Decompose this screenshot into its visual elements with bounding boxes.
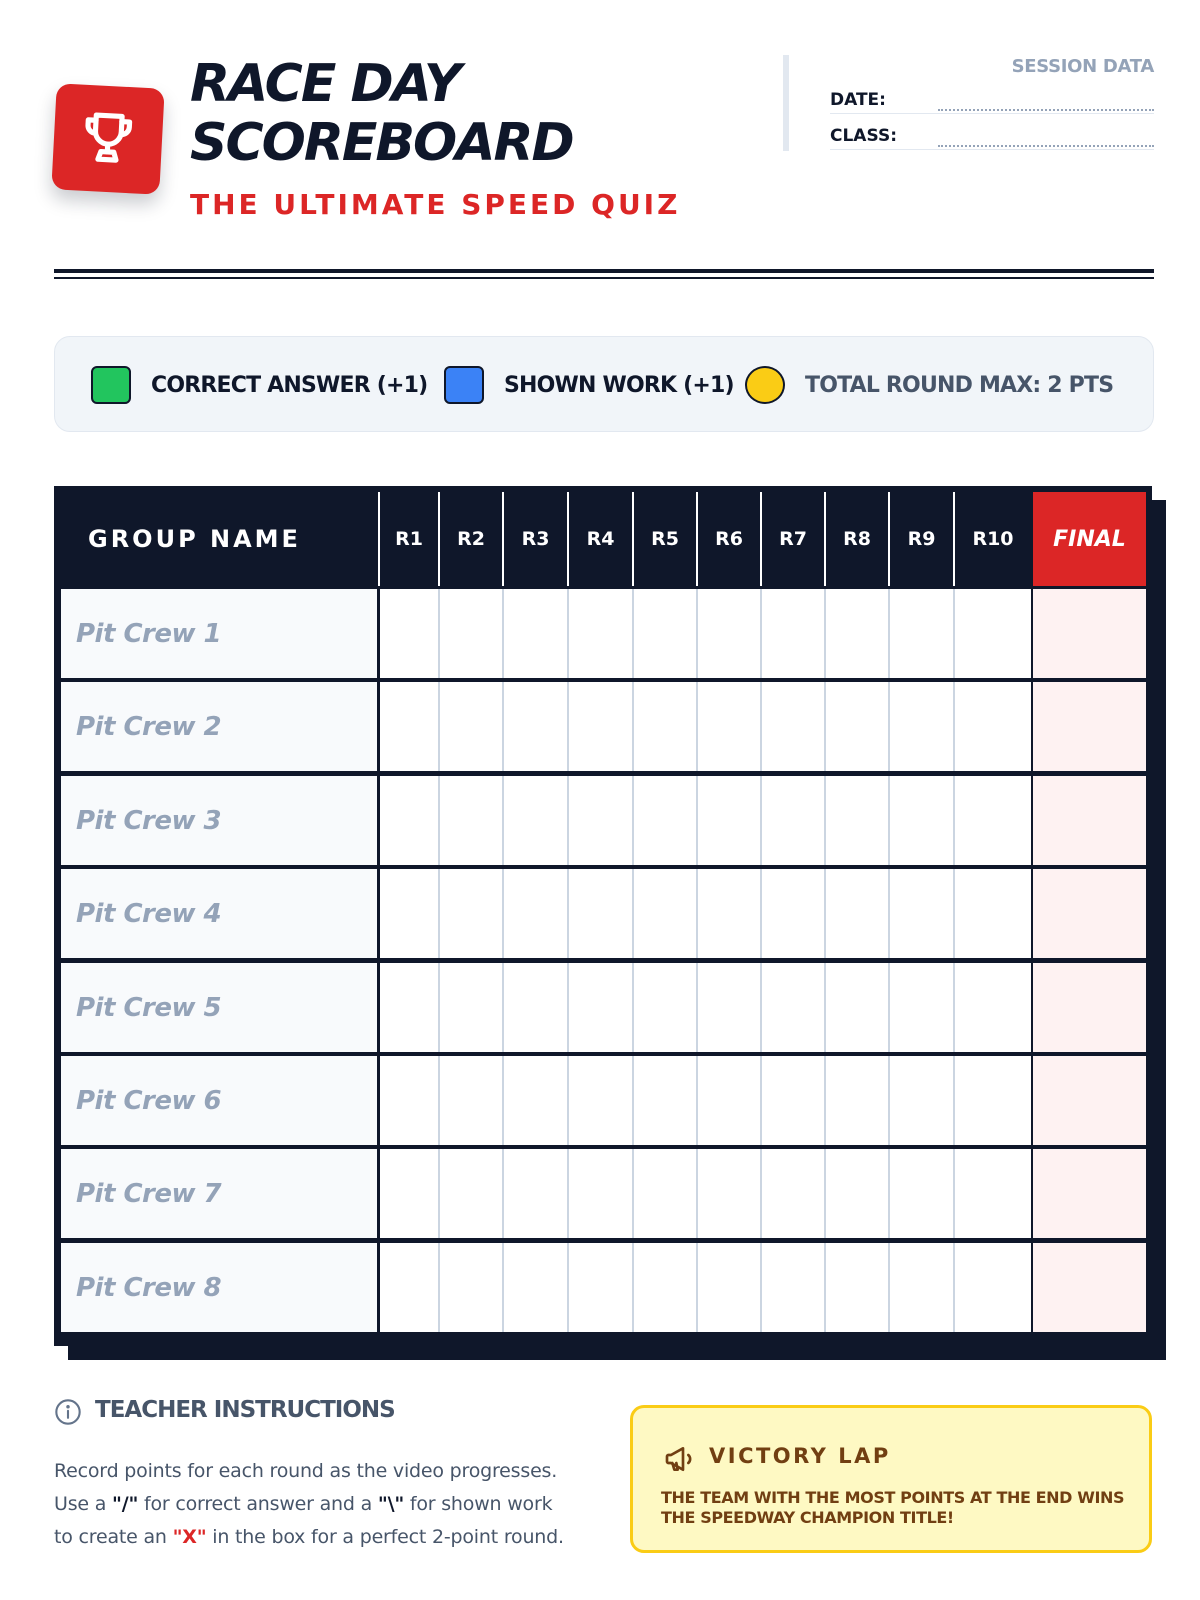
grid-line	[760, 869, 762, 958]
score-cell-r7[interactable]	[762, 776, 824, 865]
grid-line	[438, 776, 440, 865]
score-cell-r7[interactable]	[762, 589, 824, 678]
table-row	[380, 682, 1031, 771]
header-column-separator	[567, 492, 569, 586]
score-cell-r10[interactable]	[955, 869, 1031, 958]
score-cell-r5[interactable]	[634, 1056, 696, 1145]
correct-answer-swatch	[91, 366, 131, 404]
grid-line	[567, 1243, 569, 1332]
score-cell-r1[interactable]	[380, 963, 438, 1052]
table-row	[380, 589, 1031, 678]
score-cell-r9[interactable]	[890, 869, 953, 958]
score-cell-r8[interactable]	[826, 1056, 888, 1145]
round-header-9: R9	[907, 528, 936, 550]
score-cell-r3[interactable]	[504, 776, 567, 865]
grid-line	[632, 963, 634, 1052]
instr-text: for shown work	[404, 1493, 553, 1515]
date-write-line[interactable]	[938, 109, 1154, 111]
round-header-10: R10	[972, 528, 1014, 550]
instructions-title: TEACHER INSTRUCTIONS	[95, 1397, 395, 1423]
score-cell-r10[interactable]	[955, 1149, 1031, 1238]
score-cell-r4[interactable]	[569, 776, 632, 865]
score-cell-r7[interactable]	[762, 869, 824, 958]
table-row	[380, 869, 1031, 958]
header-divider-thin	[54, 277, 1154, 279]
score-cell-r9[interactable]	[890, 776, 953, 865]
final-score-cell[interactable]	[1033, 1243, 1146, 1332]
score-cell-r4[interactable]	[569, 589, 632, 678]
score-cell-r3[interactable]	[504, 1149, 567, 1238]
score-cell-r8[interactable]	[826, 869, 888, 958]
page-title-line2: SCOREBOARD	[190, 113, 573, 173]
grid-line	[953, 589, 955, 678]
grid-line	[696, 589, 698, 678]
score-cell-r8[interactable]	[826, 1243, 888, 1332]
grid-line	[696, 682, 698, 771]
score-cell-r6[interactable]	[698, 776, 760, 865]
instr-text: in the box for a perfect 2-point round.	[206, 1526, 564, 1548]
group-name-header: GROUP NAME	[88, 525, 301, 553]
logo-badge	[51, 83, 164, 195]
score-cell-r2[interactable]	[440, 869, 502, 958]
grid-line	[824, 776, 826, 865]
grid-line	[567, 682, 569, 771]
class-field[interactable]	[830, 120, 1154, 150]
grid-line	[438, 963, 440, 1052]
header-column-separator	[502, 492, 504, 586]
grid-line	[824, 589, 826, 678]
group-name-cell: Pit Crew 3	[61, 776, 377, 865]
round-header-6: R6	[715, 528, 743, 550]
round-header-3: R3	[521, 528, 550, 550]
grid-line	[824, 963, 826, 1052]
grid-line	[502, 869, 504, 958]
score-cell-r5[interactable]	[634, 1243, 696, 1332]
grid-line	[502, 1056, 504, 1145]
correct-answer-label: CORRECT ANSWER (+1)	[151, 373, 428, 398]
grid-line	[760, 963, 762, 1052]
group-name-cell: Pit Crew 8	[61, 1243, 377, 1332]
score-cell-r1[interactable]	[380, 1243, 438, 1332]
score-cell-r9[interactable]	[890, 1243, 953, 1332]
instr-backslash-symbol: "\"	[377, 1493, 405, 1515]
grid-line	[953, 1243, 955, 1332]
instr-text: Use a	[54, 1493, 113, 1515]
grid-line	[632, 1149, 634, 1238]
scoring-legend	[54, 336, 1154, 432]
score-cell-r6[interactable]	[698, 869, 760, 958]
score-cell-r3[interactable]	[504, 963, 567, 1052]
header-column-separator	[824, 492, 826, 586]
grid-line	[696, 776, 698, 865]
score-cell-r3[interactable]	[504, 589, 567, 678]
instr-slash-symbol: "/"	[112, 1493, 139, 1515]
round-header-1: R1	[395, 528, 423, 550]
page-subtitle: THE ULTIMATE SPEED QUIZ	[190, 188, 681, 221]
grid-line	[888, 963, 890, 1052]
final-score-cell[interactable]	[1033, 589, 1146, 678]
score-cell-r2[interactable]	[440, 1149, 502, 1238]
grid-line	[760, 1243, 762, 1332]
score-cell-r5[interactable]	[634, 869, 696, 958]
score-cell-r7[interactable]	[762, 682, 824, 771]
score-cell-r1[interactable]	[380, 869, 438, 958]
grid-line	[888, 1149, 890, 1238]
info-icon	[54, 1398, 82, 1426]
score-cell-r1[interactable]	[380, 682, 438, 771]
grid-line	[824, 1149, 826, 1238]
grid-line	[632, 869, 634, 958]
table-row	[380, 963, 1031, 1052]
round-header-5: R5	[651, 528, 679, 550]
grid-line	[567, 1056, 569, 1145]
score-cell-r6[interactable]	[698, 1149, 760, 1238]
score-cell-r2[interactable]	[440, 589, 502, 678]
score-cell-r3[interactable]	[504, 1056, 567, 1145]
grid-line	[760, 1149, 762, 1238]
instr-x-symbol: "X"	[172, 1526, 207, 1548]
date-field[interactable]	[830, 84, 1154, 114]
grid-line	[567, 963, 569, 1052]
group-name-cell: Pit Crew 4	[61, 869, 377, 958]
grid-line	[696, 1149, 698, 1238]
grid-line	[438, 1056, 440, 1145]
score-cell-r2[interactable]	[440, 1243, 502, 1332]
score-cell-r3[interactable]	[504, 1243, 567, 1332]
victory-title: VICTORY LAP	[709, 1444, 891, 1468]
score-cell-r9[interactable]	[890, 589, 953, 678]
grid-line	[953, 1056, 955, 1145]
session-divider	[783, 55, 789, 151]
grid-line	[696, 963, 698, 1052]
score-cell-r10[interactable]	[955, 682, 1031, 771]
grid-line	[888, 1056, 890, 1145]
grid-line	[632, 682, 634, 771]
score-cell-r9[interactable]	[890, 682, 953, 771]
final-score-cell[interactable]	[1033, 776, 1146, 865]
header-column-separator	[632, 492, 634, 586]
final-score-cell[interactable]	[1033, 1149, 1146, 1238]
score-cell-r7[interactable]	[762, 1149, 824, 1238]
grid-line	[824, 1243, 826, 1332]
table-row	[380, 1056, 1031, 1145]
score-cell-r8[interactable]	[826, 776, 888, 865]
final-score-cell[interactable]	[1033, 869, 1146, 958]
score-cell-r10[interactable]	[955, 1243, 1031, 1332]
grid-line	[888, 589, 890, 678]
score-cell-r8[interactable]	[826, 589, 888, 678]
score-cell-r1[interactable]	[380, 589, 438, 678]
instructions-line-3	[54, 1526, 564, 1548]
group-name-cell: Pit Crew 6	[61, 1056, 377, 1145]
round-max-label: TOTAL ROUND MAX: 2 PTS	[805, 373, 1114, 398]
group-name-cell: Pit Crew 2	[61, 682, 377, 771]
grid-line	[760, 1056, 762, 1145]
final-score-cell[interactable]	[1033, 963, 1146, 1052]
score-cell-r3[interactable]	[504, 682, 567, 771]
score-cell-r2[interactable]	[440, 1056, 502, 1145]
grid-line	[632, 1243, 634, 1332]
score-cell-r4[interactable]	[569, 869, 632, 958]
score-cell-r9[interactable]	[890, 1056, 953, 1145]
final-score-cell[interactable]	[1033, 1056, 1146, 1145]
score-cell-r10[interactable]	[955, 776, 1031, 865]
score-cell-r1[interactable]	[380, 1056, 438, 1145]
grid-line	[888, 776, 890, 865]
round-max-swatch	[745, 366, 785, 404]
grid-line	[888, 1243, 890, 1332]
instructions-line-2	[54, 1493, 552, 1515]
table-row	[380, 1149, 1031, 1238]
grid-line	[824, 869, 826, 958]
score-cell-r2[interactable]	[440, 682, 502, 771]
score-cell-r9[interactable]	[890, 1149, 953, 1238]
grid-line	[502, 589, 504, 678]
header-divider-thick	[54, 269, 1154, 273]
grid-line	[502, 682, 504, 771]
grid-line	[760, 776, 762, 865]
grid-line	[696, 869, 698, 958]
score-cell-r8[interactable]	[826, 1149, 888, 1238]
page-title-line1: RACE DAY	[190, 54, 460, 114]
grid-line	[502, 776, 504, 865]
header-column-separator	[888, 492, 890, 586]
score-cell-r5[interactable]	[634, 776, 696, 865]
instr-text: for correct answer and a	[138, 1493, 378, 1515]
grid-line	[888, 869, 890, 958]
shown-work-label: SHOWN WORK (+1)	[504, 373, 734, 398]
score-cell-r4[interactable]	[569, 1149, 632, 1238]
grid-line	[824, 1056, 826, 1145]
instructions-line-1: Record points for each round as the video progresses.	[54, 1460, 558, 1482]
score-cell-r6[interactable]	[698, 963, 760, 1052]
round-header-7: R7	[779, 528, 807, 550]
grid-line	[632, 776, 634, 865]
group-name-cell: Pit Crew 1	[61, 589, 377, 678]
score-cell-r4[interactable]	[569, 1056, 632, 1145]
grid-line	[438, 589, 440, 678]
grid-line	[888, 682, 890, 771]
grid-line	[502, 1243, 504, 1332]
date-label: DATE:	[830, 90, 886, 110]
score-cell-r10[interactable]	[955, 589, 1031, 678]
score-cell-r1[interactable]	[380, 776, 438, 865]
shown-work-swatch	[444, 366, 484, 404]
megaphone-icon	[663, 1443, 695, 1475]
score-cell-r5[interactable]	[634, 589, 696, 678]
score-cell-r8[interactable]	[826, 963, 888, 1052]
score-cell-r5[interactable]	[634, 682, 696, 771]
grid-line	[953, 776, 955, 865]
header-column-separator	[696, 492, 698, 586]
score-cell-r10[interactable]	[955, 963, 1031, 1052]
grid-line	[953, 682, 955, 771]
round-header-4: R4	[586, 528, 615, 550]
class-write-line[interactable]	[938, 145, 1154, 147]
grid-line	[567, 589, 569, 678]
grid-line	[567, 776, 569, 865]
grid-line	[632, 1056, 634, 1145]
final-header: FINAL	[1033, 492, 1146, 586]
score-cell-r4[interactable]	[569, 963, 632, 1052]
score-cell-r10[interactable]	[955, 1056, 1031, 1145]
header-column-separator	[438, 492, 440, 586]
round-header-2: R2	[457, 528, 485, 550]
grid-line	[824, 682, 826, 771]
score-cell-r3[interactable]	[504, 869, 567, 958]
grid-line	[502, 963, 504, 1052]
score-cell-r6[interactable]	[698, 682, 760, 771]
score-cell-r5[interactable]	[634, 963, 696, 1052]
grid-line	[696, 1056, 698, 1145]
grid-line	[632, 589, 634, 678]
score-cell-r7[interactable]	[762, 1056, 824, 1145]
score-cell-r6[interactable]	[698, 1243, 760, 1332]
grid-line	[760, 589, 762, 678]
header-column-separator	[953, 492, 955, 586]
score-cell-r4[interactable]	[569, 1243, 632, 1332]
score-cell-r5[interactable]	[634, 1149, 696, 1238]
grid-line	[502, 1149, 504, 1238]
score-cell-r1[interactable]	[380, 1149, 438, 1238]
group-name-cell: Pit Crew 5	[61, 963, 377, 1052]
score-cell-r8[interactable]	[826, 682, 888, 771]
table-row	[380, 1243, 1031, 1332]
score-cell-r7[interactable]	[762, 1243, 824, 1332]
table-row	[380, 776, 1031, 865]
grid-line	[953, 1149, 955, 1238]
instr-text: to create an	[54, 1526, 173, 1548]
victory-text: THE TEAM WITH THE MOST POINTS AT THE END WINS THE SPEEDWAY CHAMPION TITLE!	[661, 1488, 1125, 1527]
score-cell-r7[interactable]	[762, 963, 824, 1052]
grid-line	[438, 869, 440, 958]
score-cell-r6[interactable]	[698, 589, 760, 678]
score-cell-r2[interactable]	[440, 963, 502, 1052]
trophy-icon	[75, 106, 140, 171]
final-score-cell[interactable]	[1033, 682, 1146, 771]
grid-line	[696, 1243, 698, 1332]
grid-line	[760, 682, 762, 771]
session-data-label: SESSION DATA	[1011, 56, 1154, 77]
grid-line	[438, 1243, 440, 1332]
grid-line	[567, 869, 569, 958]
score-cell-r2[interactable]	[440, 776, 502, 865]
score-cell-r6[interactable]	[698, 1056, 760, 1145]
grid-line	[438, 1149, 440, 1238]
header-column-separator	[378, 492, 380, 586]
grid-line	[438, 682, 440, 771]
score-cell-r4[interactable]	[569, 682, 632, 771]
group-name-cell: Pit Crew 7	[61, 1149, 377, 1238]
round-header-8: R8	[843, 528, 871, 550]
grid-line	[567, 1149, 569, 1238]
score-cell-r9[interactable]	[890, 963, 953, 1052]
victory-lap-callout	[630, 1405, 1152, 1553]
header-column-separator	[760, 492, 762, 586]
class-label: CLASS:	[830, 126, 897, 146]
grid-line	[953, 963, 955, 1052]
grid-line	[953, 869, 955, 958]
